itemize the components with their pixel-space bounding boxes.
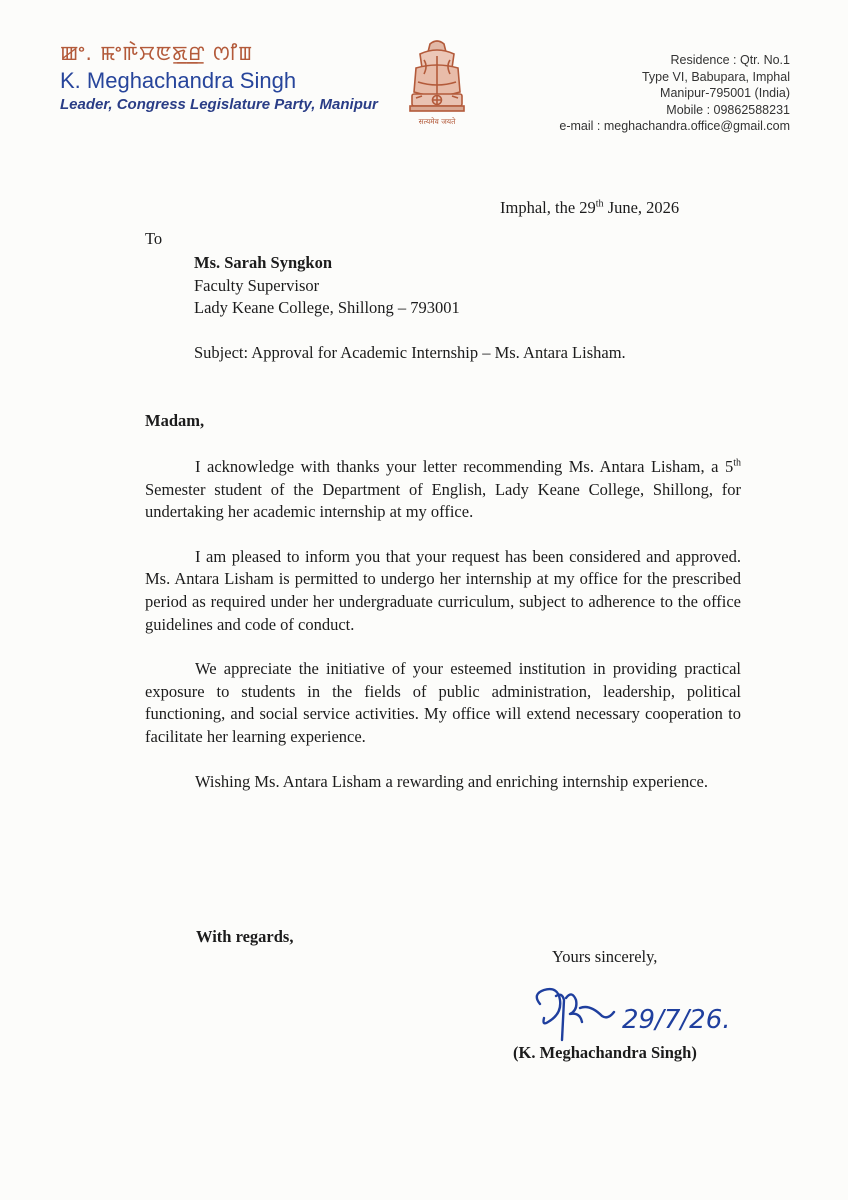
to-label: To — [145, 229, 163, 248]
regards-line: With regards, — [196, 927, 294, 946]
closing-line: Yours sincerely, — [552, 947, 658, 966]
letterhead-script-name: ꯀꯦ. ꯃꯦꯒꯥꯆꯟꯗ꯭ꯔ ꯁꯤꯡ — [60, 41, 254, 65]
contact-mobile: Mobile : 09862588231 — [666, 102, 790, 117]
handwritten-signature — [526, 978, 756, 1048]
body-paragraph-1: I acknowledge with thanks your letter recommending Ms. Antara Lisham, a 5th Semester student of the Department of English, Lady Keane College, Shillong, for undertaking her academic internship at my office. — [145, 457, 741, 522]
signatory-name: (K. Meghachandra Singh) — [513, 1043, 697, 1062]
body-paragraph-2: I am pleased to inform you that your request has been considered and approved. Ms. Antara Lisham is permitted to undergo her internship at my office for the prescribed period as required under her undergraduate curriculum, subject to adherence to the office guidelines and code of conduct. — [145, 546, 741, 634]
signature-date: 29/7/26. — [622, 1005, 731, 1035]
addressee-institution: Lady Keane College, Shillong – 793001 — [194, 298, 460, 317]
addressee-designation: Faculty Supervisor — [194, 275, 320, 295]
letter-date: Imphal, the 29th June, 2026 — [500, 198, 680, 217]
subject-line: Subject: Approval for Academic Internship – Ms. Antara Lisham. — [194, 343, 626, 362]
contact-address-line-1: Type VI, Babupara, Imphal — [641, 69, 790, 84]
national-emblem-icon — [402, 38, 472, 140]
addressee-name: Ms. Sarah Syngkon — [194, 253, 333, 272]
addressee-block — [194, 252, 460, 320]
contact-block — [490, 52, 790, 135]
contact-address-line-2: Manipur-795001 (India) — [660, 86, 790, 100]
salutation: Madam, — [145, 411, 205, 430]
contact-email: e-mail : meghachandra.office@gmail.com — [559, 119, 790, 133]
letterhead-title: Leader, Congress Legislature Party, Manipur — [60, 96, 378, 113]
letterhead-name: K. Meghachandra Singh — [60, 68, 297, 93]
contact-residence: Residence : Qtr. No.1 — [670, 53, 790, 67]
emblem-caption: सत्यमेव जयते — [418, 117, 456, 126]
letter-body — [145, 456, 741, 815]
letterhead — [60, 38, 390, 116]
body-paragraph-3: We appreciate the initiative of your esteemed institution in providing practical exposure to students in the fields of public administration, leadership, political functioning, and social service activities. My office will extend necessary cooperation to facilitate her learning experience. — [145, 659, 741, 746]
body-paragraph-4: Wishing Ms. Antara Lisham a rewarding and enriching internship experience. — [195, 771, 708, 791]
